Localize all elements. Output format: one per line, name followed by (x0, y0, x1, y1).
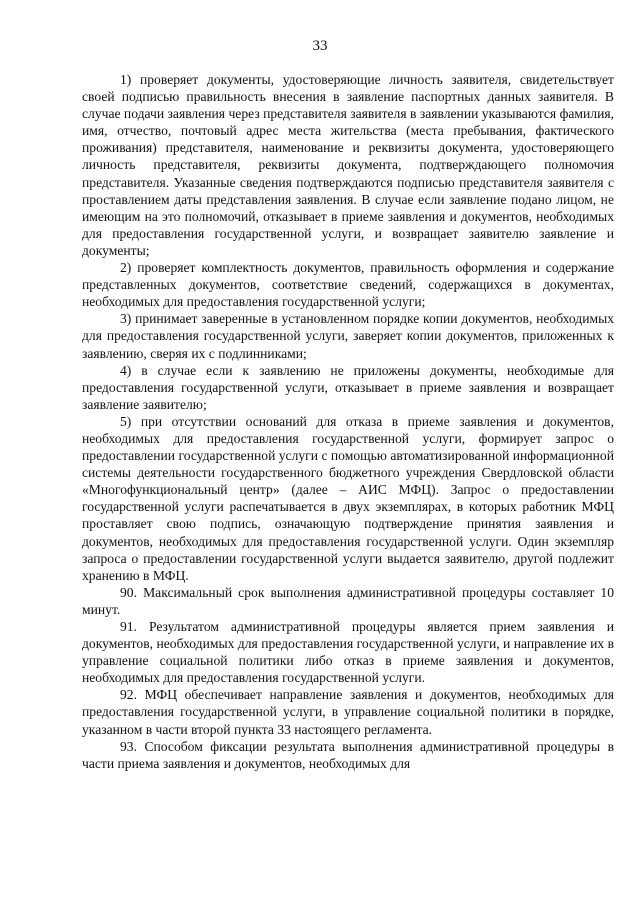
paragraph-clause-93: 93. Способом фиксации результата выполнения административной процедуры в части приема заявления и документов, необходимых для (82, 738, 614, 771)
paragraph-item-5: 5) при отсутствии оснований для отказа в приеме заявления и документов, необходимых для предоставления государственной услуги, формирует запрос о предоставлении государственной услуги с помощью автоматизированной информационной системы деятельности государственного бюджетного учреждения Свердловской области «Многофункциональный центр» (далее – АИС МФЦ). Запрос о предоставлении государственной услуги распечатывается в двух экземплярах, в которых работник МФЦ проставляет свою подпись, означающую подтверждение принятия заявления и документов, необходимых для предоставления государственной услуги. Один экземпляр запроса о предоставлении государственной услуги выдается заявителю, другой подлежит хранению в МФЦ. (82, 413, 614, 583)
paragraph-clause-90: 90. Максимальный срок выполнения административной процедуры составляет 10 минут. (82, 584, 614, 617)
paragraph-item-1: 1) проверяет документы, удостоверяющие личность заявителя, свидетельствует своей подписью правильность внесения в заявление паспортных данных заявителя. В случае подачи заявления через представителя заявителя в заявлении указываются фамилия, имя, отчество, почтовый адрес места жительства (места пребывания, фактического проживания) представителя, наименование и реквизиты документа, удостоверяющего личность представителя, реквизиты документа, подтверждающего полномочия представителя. Указанные сведения подтверждаются подписью представителя заявителя с проставлением даты представления заявления. В случае если заявление подано лицом, не имеющим на это полномочий, отказывает в приеме заявления и документов, необходимых для предоставления государственной услуги, и возвращает заявителю заявление и документы; (82, 72, 614, 258)
paragraph-clause-92: 92. МФЦ обеспечивает направление заявления и документов, необходимых для предоставления государственной услуги, в управление социальной политики в порядке, указанном в части второй пункта 33 настоящего регламента. (82, 687, 614, 737)
paragraph-item-4: 4) в случае если к заявлению не приложены документы, необходимые для предоставления государственной услуги, отказывает в приеме заявления и возвращает заявление заявителю; (82, 362, 614, 412)
paragraph-item-3: 3) принимает заверенные в установленном порядке копии документов, необходимых для предоставления государственной услуги, заверяет копии документов, приложенных к заявлению, сверяя их с подлинниками; (82, 311, 614, 361)
document-body (82, 71, 614, 772)
paragraph-clause-91: 91. Результатом административной процедуры является прием заявления и документов, необходимых для предоставления государственной услуги, и направление их в управление социальной политики либо отказ в приеме заявления и документов, необходимых для предоставления государственной услуги. (82, 619, 614, 686)
page-number: 33 (312, 38, 328, 54)
paragraph-item-2: 2) проверяет комплектность документов, правильность оформления и содержание представленных документов, соответствие сведений, содержащихся в документах, необходимых для предоставления государственной услуги; (82, 260, 614, 310)
